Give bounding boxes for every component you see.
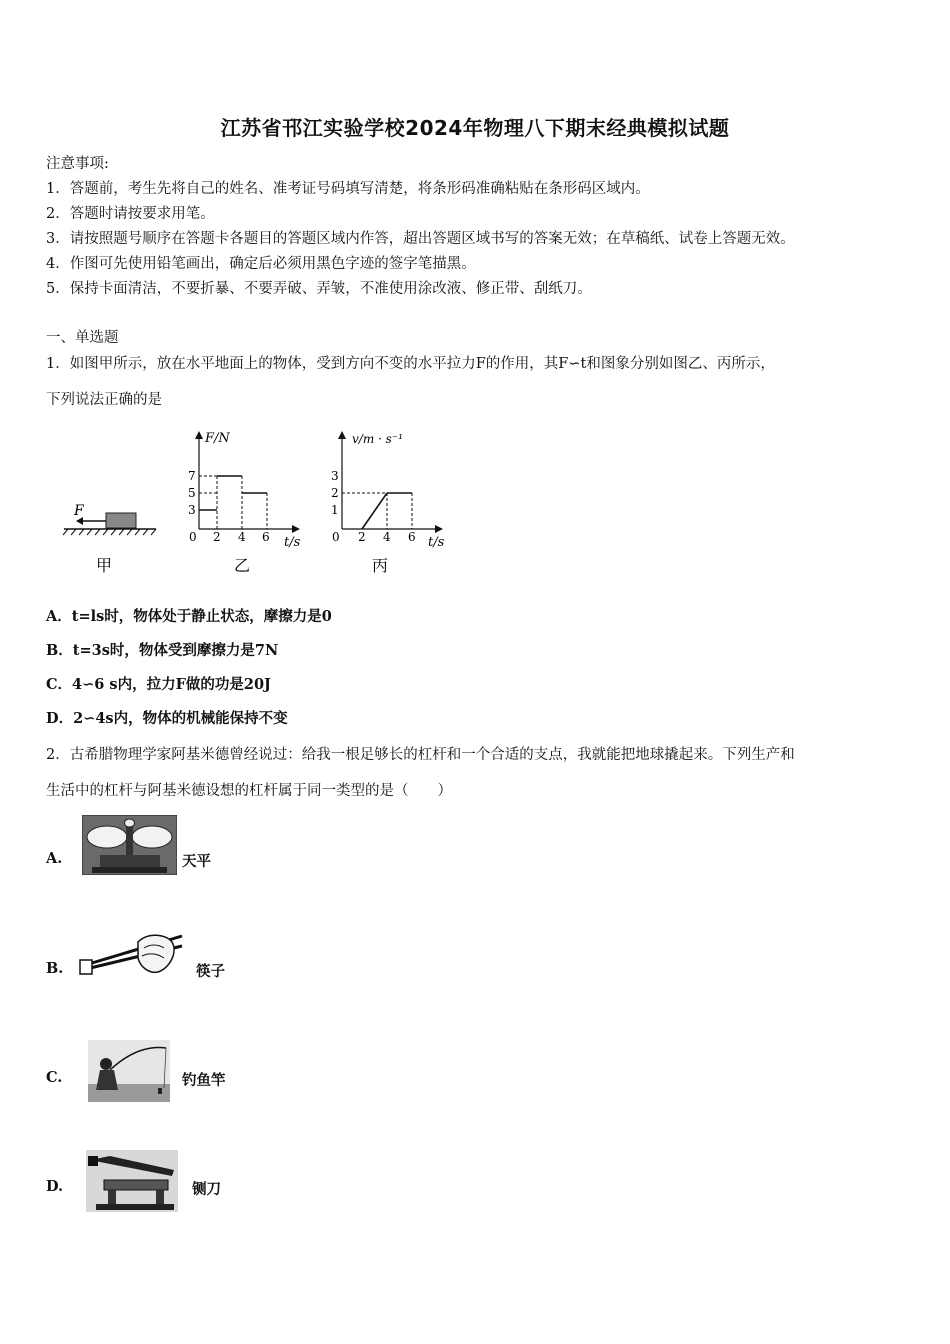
yi-xtick-4: 4 bbox=[238, 530, 246, 544]
q2-option-b-label[interactable]: 筷子 bbox=[196, 963, 225, 980]
figure-bing bbox=[325, 425, 460, 580]
section-heading: 一、单选题 bbox=[46, 330, 119, 346]
q2-stem-line2: 生活中的杠杆与阿基米德设想的杠杆属于同一类型的是（ ） bbox=[46, 783, 452, 799]
yi-ytick-7: 7 bbox=[188, 469, 196, 483]
yi-ytick-5: 5 bbox=[188, 486, 196, 500]
figure-jia bbox=[56, 495, 166, 580]
balance-image bbox=[82, 815, 177, 875]
yi-xtick-0: 0 bbox=[189, 530, 197, 544]
bing-ylabel: v/m · s⁻¹ bbox=[352, 432, 403, 446]
bing-ytick-3: 3 bbox=[331, 469, 339, 483]
bing-ytick-2: 2 bbox=[331, 486, 339, 500]
q1-stem-line1: 1．如图甲所示，放在水平地面上的物体，受到方向不变的水平拉力F的作用，其F∽t和图象分别如图乙、丙所示， bbox=[46, 356, 775, 372]
bing-xtick-4: 4 bbox=[383, 530, 391, 544]
notice-item-1: 1．答题前，考生先将自己的姓名、准考证号码填写清楚，将条形码准确粘贴在条形码区域内。 bbox=[46, 181, 650, 197]
yi-xlabel: t/s bbox=[284, 535, 301, 550]
notice-item-2: 2．答题时请按要求用笔。 bbox=[46, 206, 215, 222]
jia-force-label: F bbox=[74, 503, 84, 519]
bing-xtick-2: 2 bbox=[358, 530, 366, 544]
yi-xtick-2: 2 bbox=[213, 530, 221, 544]
q2-stem-line1: 2．古希腊物理学家阿基米德曾经说过：给我一根足够长的杠杆和一个合适的支点，我就能把地球撬起来。下列生产和 bbox=[46, 747, 795, 763]
yi-ylabel: F/N bbox=[205, 431, 230, 446]
q2-option-c-letter[interactable]: C. bbox=[46, 1069, 63, 1086]
q2-option-a-letter[interactable]: A. bbox=[46, 850, 63, 867]
bing-xlabel: t/s bbox=[428, 535, 445, 550]
yi-caption: 乙 bbox=[234, 556, 251, 575]
bing-caption: 丙 bbox=[372, 556, 389, 575]
q1-option-a[interactable]: A．t=ls时，物体处于静止状态，摩擦力是0 bbox=[46, 608, 332, 625]
bing-xtick-6: 6 bbox=[408, 530, 416, 544]
chopsticks-image bbox=[78, 928, 188, 978]
q2-option-b-letter[interactable]: B. bbox=[46, 960, 64, 977]
notice-item-5: 5．保持卡面清洁，不要折暴、不要弄破、弄皱，不准使用涂改液、修正带、刮纸刀。 bbox=[46, 281, 592, 297]
figure-yi bbox=[180, 425, 310, 580]
notice-heading: 注意事项: bbox=[46, 156, 109, 172]
q1-option-b[interactable]: B．t=3s时，物体受到摩擦力是7N bbox=[46, 642, 279, 659]
yi-ytick-3: 3 bbox=[188, 503, 196, 517]
q1-stem-line2: 下列说法正确的是 bbox=[46, 392, 162, 408]
page-title: 江苏省邗江实验学校2024年物理八下期末经典模拟试题 bbox=[220, 116, 730, 140]
guillotine-cutter-image bbox=[86, 1150, 178, 1212]
fishing-rod-image bbox=[88, 1040, 170, 1102]
notice-item-3: 3．请按照题号顺序在答题卡各题目的答题区域内作答，超出答题区域书写的答案无效；在草稿纸、试卷上答题无效。 bbox=[46, 231, 795, 247]
jia-caption: 甲 bbox=[96, 556, 113, 575]
q1-option-d[interactable]: D．2∽4s内，物体的机械能保持不变 bbox=[46, 710, 288, 727]
q2-option-d-label[interactable]: 铡刀 bbox=[192, 1181, 221, 1198]
q2-option-a-label[interactable]: 天平 bbox=[182, 853, 211, 870]
q2-option-c-label[interactable]: 钓鱼竿 bbox=[182, 1072, 226, 1089]
notice-item-4: 4．作图可先使用铅笔画出，确定后必须用黑色字迹的签字笔描黑。 bbox=[46, 256, 476, 272]
q1-option-c[interactable]: C．4∽6 s内，拉力F做的功是20J bbox=[46, 676, 271, 693]
q2-option-d-letter[interactable]: D. bbox=[46, 1178, 64, 1195]
bing-ytick-1: 1 bbox=[331, 503, 339, 517]
bing-xtick-0: 0 bbox=[332, 530, 340, 544]
yi-xtick-6: 6 bbox=[262, 530, 270, 544]
